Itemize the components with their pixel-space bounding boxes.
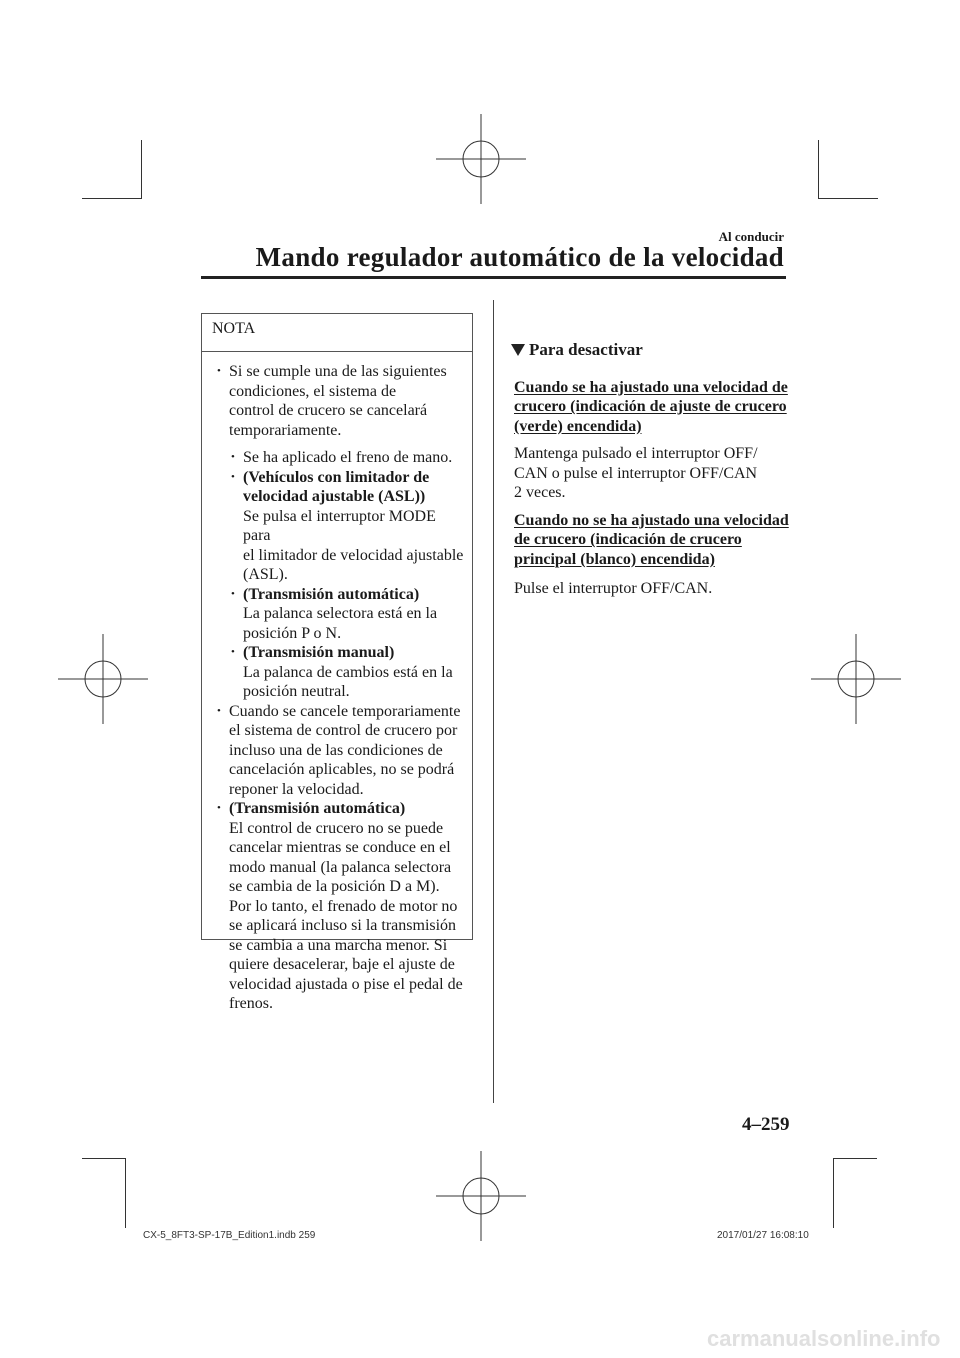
text-line: el sistema de control de crucero por bbox=[229, 722, 458, 739]
text-line: El control de crucero no se puede bbox=[229, 819, 444, 837]
text-line: Cuando no se ha ajustado una velocidad bbox=[514, 511, 789, 529]
subheading-speed-not-set bbox=[514, 511, 794, 570]
text-line: frenos. bbox=[229, 995, 273, 1012]
text-line: se cambia a una marcha menor. Si bbox=[229, 936, 448, 954]
nota-item-3 bbox=[202, 799, 466, 1014]
watermark: carmanualsonline.info bbox=[707, 1326, 941, 1351]
text-line: principal (blanco) encendida) bbox=[514, 550, 715, 568]
text-line: Por lo tanto, el frenado de motor no bbox=[229, 897, 458, 915]
chapter-label: Al conducir bbox=[718, 229, 784, 244]
text-line: CAN o pulse el interruptor OFF/CAN bbox=[514, 464, 758, 482]
column-divider bbox=[493, 300, 494, 1103]
nota-subitem-2 bbox=[202, 468, 466, 585]
text-line: posición P o N. bbox=[243, 624, 342, 642]
text-line: control de crucero se cancelará bbox=[229, 402, 428, 419]
text-line: reponer la velocidad. bbox=[229, 780, 364, 798]
text-line: Mantenga pulsado el interruptor OFF/ bbox=[514, 445, 758, 462]
text-line: cancelación aplicables, no se podrá bbox=[229, 761, 455, 778]
text-line: temporariamente. bbox=[229, 421, 342, 439]
text-line: La palanca de cambios está en la bbox=[243, 663, 453, 681]
text-line: incluso una de las condiciones de bbox=[229, 741, 443, 759]
text-line: el limitador de velocidad ajustable bbox=[243, 546, 464, 564]
nota-subitem-1 bbox=[202, 448, 466, 468]
footer-timestamp: 2017/01/27 16:08:10 bbox=[717, 1230, 809, 1241]
text-line: quiere desacelerar, baje el ajuste de bbox=[229, 956, 455, 973]
text-line: de crucero (indicación de crucero bbox=[514, 531, 742, 548]
text-line: se aplicará incluso si la transmisión bbox=[229, 917, 457, 934]
page-title: Mando regulador automático de la velocidad bbox=[255, 242, 784, 272]
nota-subitem-4 bbox=[202, 643, 466, 702]
subheading-speed-set bbox=[514, 378, 794, 437]
header-rule bbox=[201, 276, 786, 279]
text-line: (verde) encendida) bbox=[514, 417, 642, 435]
nota-body bbox=[202, 352, 472, 1014]
text-line: • (Vehículos con limitador de bbox=[243, 468, 430, 486]
nota-box bbox=[201, 313, 473, 1012]
nota-item-2 bbox=[202, 702, 466, 800]
text-line: posición neutral. bbox=[243, 683, 350, 700]
text-line: • (Transmisión automática) bbox=[243, 585, 420, 603]
paragraph-2: Pulse el interruptor OFF/CAN. bbox=[514, 580, 713, 597]
text-line: se cambia de la posición D a M). bbox=[229, 878, 440, 895]
nota-title: NOTA bbox=[202, 314, 472, 352]
text-line: • Cuando se cancele temporariamente bbox=[229, 702, 461, 720]
text-line: Se pulsa el interruptor MODE para bbox=[243, 507, 436, 544]
footer-file-info: CX-5_8FT3-SP-17B_Edition1.indb 259 bbox=[143, 1230, 316, 1241]
nota-subitem-3 bbox=[202, 585, 466, 644]
text-line: • Se ha aplicado el freno de mano. bbox=[243, 449, 453, 466]
text-line: crucero (indicación de ajuste de crucero bbox=[514, 398, 787, 415]
text-line: modo manual (la palanca selectora bbox=[229, 858, 452, 876]
text-line: condiciones, el sistema de bbox=[229, 382, 397, 400]
text-line: • (Transmisión automática) bbox=[229, 800, 406, 817]
triangle-down-icon bbox=[511, 344, 525, 356]
paragraph-1 bbox=[514, 444, 794, 503]
nota-item-1 bbox=[202, 362, 466, 440]
text-line: La palanca selectora está en la bbox=[243, 605, 438, 622]
text-line: cancelar mientras se conduce en el bbox=[229, 839, 451, 856]
text-line: Cuando se ha ajustado una velocidad de bbox=[514, 378, 788, 396]
text-line: • (Transmisión manual) bbox=[243, 644, 395, 661]
text-line: velocidad ajustable (ASL)) bbox=[243, 488, 426, 505]
text-line: (ASL). bbox=[243, 566, 288, 583]
section-heading bbox=[511, 340, 794, 360]
right-column bbox=[514, 340, 794, 599]
text-line: velocidad ajustada o pise el pedal de bbox=[229, 975, 463, 993]
text-line: 2 veces. bbox=[514, 484, 566, 501]
text-line: • Si se cumple una de las siguientes bbox=[229, 363, 447, 380]
section-heading-text: Para desactivar bbox=[529, 340, 643, 359]
page-number: 4–259 bbox=[742, 1114, 790, 1135]
